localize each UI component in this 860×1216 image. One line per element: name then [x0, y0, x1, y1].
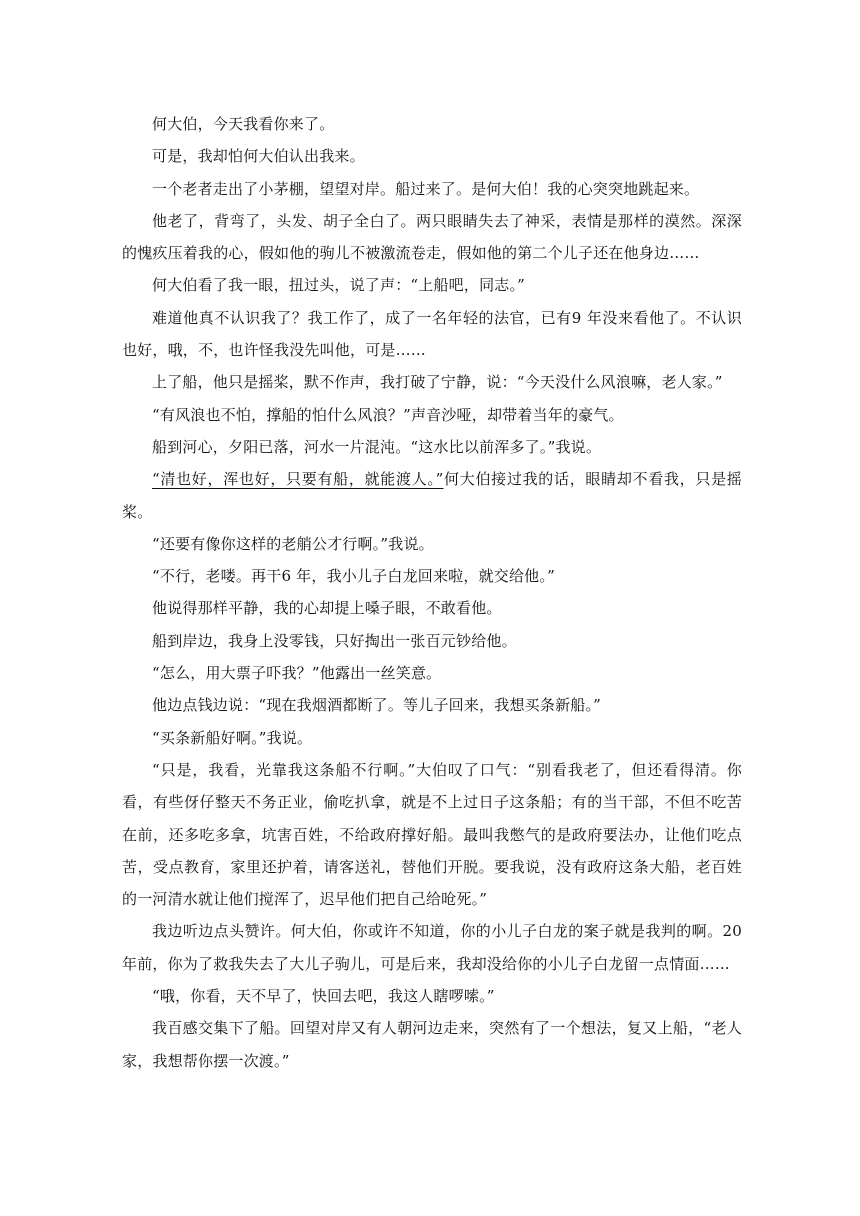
paragraph-3: 一个老者走出了小茅棚，望望对岸。船过来了。是何大伯！我的心突突地跳起来。: [152, 179, 700, 198]
paragraph-11: “不行，老喽。再干6 年，我小儿子白龙回来啦，就交给他。”: [152, 567, 555, 586]
paragraph-6: 难道他真不认识我了？我工作了，成了一名年轻的法官，已有9 年没来看他了。不认识也好，哦，不，也许怪我没先叫他，可是……: [122, 308, 742, 360]
paragraph-4: 他老了，背弯了，头发、胡子全白了。两只眼睛失去了神采，表情是那样的漠然。深深的愧疚压着我的心，假如他的驹儿不被激流卷走，假如他的第二个儿子还在他身边……: [122, 211, 742, 263]
paragraph-9: 船到河心，夕阳已落，河水一片混沌。“这水比以前浑多了。”我说。: [152, 437, 602, 456]
paragraph-12: 他说得那样平静，我的心却提上嗓子眼，不敢看他。: [152, 599, 502, 618]
paragraph-7: 上了船，他只是摇桨，默不作声，我打破了宁静，说：“今天没什么风浪嘛，老人家。”: [152, 373, 723, 392]
paragraph-2: 可是，我却怕何大伯认出我来。: [152, 147, 365, 166]
paragraph-15: 他边点钱边说：“现在我烟酒都断了。等儿子回来，我想买条新船。”: [152, 696, 602, 715]
paragraph-20: 我百感交集下了船。回望对岸又有人朝河边走来，突然有了一个想法，复又上船，“老人家，我想帮你摆一次渡。”: [122, 1019, 742, 1070]
underlined-quote-tail: 何大伯接过我的话，眼睛却不看我，只是摇桨。: [122, 470, 742, 521]
underlined-quote: “清也好，浑也好，只要有船，就能渡人。”: [152, 470, 444, 489]
paragraph-18: 我边听边点头赞许。何大伯，你或许不知道，你的小儿子白龙的案子就是我判的啊。20 年前，你为了救我失去了大儿子驹儿，可是后来，我却没给你的小儿子白龙留一点情面……: [122, 922, 742, 973]
paragraph-17: “只是，我看，光靠我这条船不行啊。”大伯叹了口气：“别看我老了，但还看得清。你看，有些伢仔整天不务正业，偷吃扒拿，就是不上过日子这条船；有的当干部，不但不吃苦在前，还多吃多拿，坑害百姓，不给政府撑好船。最叫我憋气的是政府要法办，让他们吃点苦，受点教育，家里还护着，请客送礼，替他们开脱。要我说，没有政府这条大船，老百姓的一河清水就让他们搅浑了，迟早他们把自己给呛死。”: [122, 760, 742, 909]
paragraph-1: 何大伯，今天我看你来了。: [152, 115, 335, 133]
paragraph-16: “买条新船好啊。”我说。: [152, 728, 313, 747]
paragraph-5: 何大伯看了我一眼，扭过头，说了声：“上船吧，同志。”: [152, 276, 526, 295]
paragraph-8: “有风浪也不怕，撑船的怕什么风浪？”声音沙哑，却带着当年的豪气。: [152, 405, 624, 424]
paragraph-10: “还要有像你这样的老艄公才行啊。”我说。: [152, 534, 434, 553]
paragraph-19: “哦，你看，天不早了，快回去吧，我这人瞎啰嗦。”: [152, 987, 495, 1006]
paragraph-13: 船到岸边，我身上没零钱，只好掏出一张百元钞给他。: [152, 631, 517, 650]
paragraph-14: “怎么，用大票子吓我？”他露出一丝笑意。: [152, 664, 442, 683]
story-text: [122, 108, 742, 1077]
paragraph-underlined: [122, 463, 742, 528]
